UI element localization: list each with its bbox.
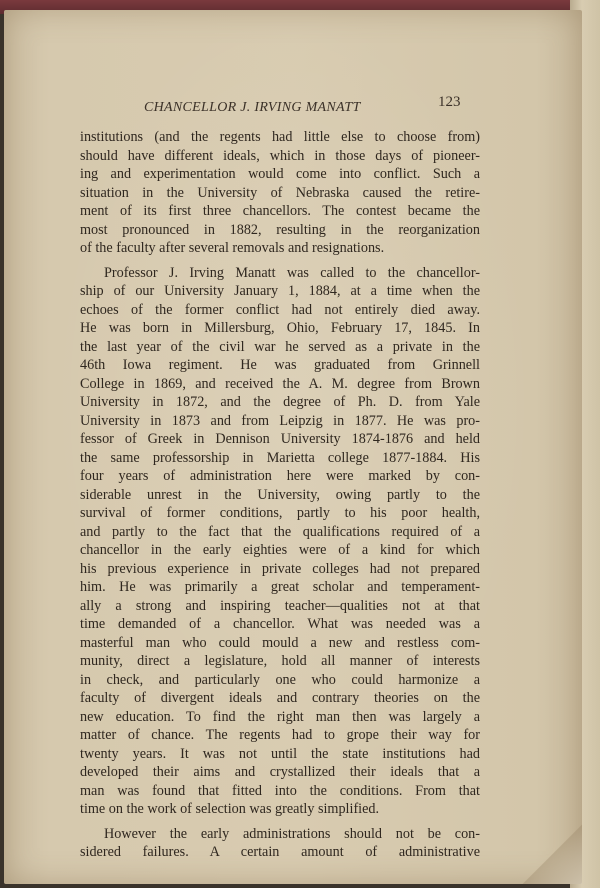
text-line: faculty of divergent ideals and contrary theories on the xyxy=(80,690,480,706)
text-line: He was born in Millersburg, Ohio, February 17, 1845. In xyxy=(80,320,480,336)
text-line: 46th Iowa regiment. He was graduated from Grinnell xyxy=(80,357,480,373)
text-line: four years of administration here were marked by con- xyxy=(80,468,480,484)
text-line: most pronounced in 1882, resulting in the reorganization xyxy=(80,221,480,238)
text-line: his previous experience in private colleges had not prepared xyxy=(80,560,480,577)
text-line: ally a strong and inspiring teacher—qualities not at that xyxy=(80,597,480,614)
text-line: the last year of the civil war he served as a private in the xyxy=(80,338,480,355)
paragraph-3 xyxy=(80,825,480,862)
text-line: chancellor in the early eighties were of a kind for which xyxy=(80,542,480,558)
text-line: survival of former conditions, partly to his poor health, xyxy=(80,505,480,521)
text-line: him. He was primarily a great scholar and temperament- xyxy=(80,579,480,595)
text-line: University in 1873 and from Leipzig in 1877. He was pro- xyxy=(80,412,480,429)
text-line: situation in the University of Nebraska caused the retire- xyxy=(80,184,480,201)
text-line: developed their aims and crystallized their ideals that a xyxy=(80,764,480,780)
text-line: siderable unrest in the University, owing partly to the xyxy=(80,486,480,503)
running-head: CHANCELLOR J. IRVING MANATT xyxy=(144,100,361,115)
paragraph-1 xyxy=(80,128,480,258)
text-line: echoes of the former conflict had not entirely died away. xyxy=(80,301,480,318)
text-line: ment of its first three chancellors. The contest became the xyxy=(80,203,480,219)
text-line: ship of our University January 1, 1884, at a time when the xyxy=(80,283,480,299)
text-line: institutions (and the regents had little else to choose from) xyxy=(80,129,480,145)
text-line: College in 1869, and received the A. M. degree from Brown xyxy=(80,375,480,392)
paragraph-2 xyxy=(80,264,480,819)
page-number: 123 xyxy=(438,94,461,110)
text-line: time demanded of a chancellor. What was needed was a xyxy=(80,616,480,632)
text-line: matter of chance. The regents had to grope their way for xyxy=(80,727,480,743)
body-text xyxy=(80,128,480,862)
text-line: new education. To find the right man then was largely a xyxy=(80,708,480,725)
book-page xyxy=(4,10,582,884)
text-line: masterful man who could mould a new and restless com- xyxy=(80,634,480,651)
text-line: University in 1872, and the degree of Ph. D. from Yale xyxy=(80,394,480,410)
text-line: of the faculty after several removals and resignations. xyxy=(80,240,385,256)
text-line: twenty years. It was not until the state institutions had xyxy=(80,745,480,762)
text-line: However the early administrations should not be con- xyxy=(104,825,480,842)
text-line: should have different ideals, which in those days of pioneer- xyxy=(80,147,480,164)
text-line: in check, and particularly one who could harmonize a xyxy=(80,671,480,688)
text-line: sidered failures. A certain amount of administrative xyxy=(80,844,480,860)
text-line: time on the work of selection was greatly simplified. xyxy=(80,801,380,817)
text-line: the same professorship in Marietta college 1877-1884. His xyxy=(80,449,480,466)
text-line: man was found that fitted into the conditions. From that xyxy=(80,782,480,799)
text-line: Professor J. Irving Manatt was called to the chancellor- xyxy=(104,264,480,281)
text-line: and partly to the fact that the qualifications required of a xyxy=(80,523,480,540)
text-line: fessor of Greek in Dennison University 1874-1876 and held xyxy=(80,431,480,447)
text-line: ing and experimentation would come into conflict. Such a xyxy=(80,166,480,182)
text-line: munity, direct a legislature, hold all manner of interests xyxy=(80,653,480,669)
